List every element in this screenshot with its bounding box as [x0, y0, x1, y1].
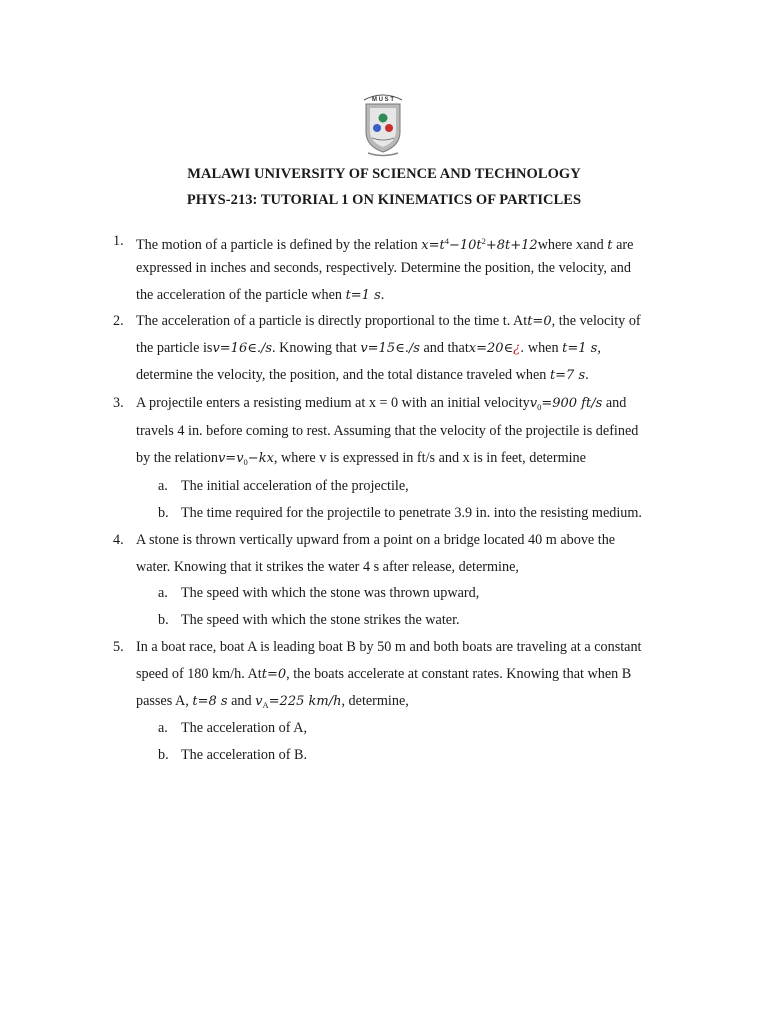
- svg-text:M U S T: M U S T: [372, 97, 394, 103]
- sub-question-marker: a.: [158, 720, 168, 736]
- sub-question-text: The acceleration of B.: [181, 747, 308, 763]
- sub-question-text: The time required for the projectile to penetrate 3.9 in. into the resisting medium.: [181, 505, 642, 521]
- sub-question-marker: b.: [158, 747, 169, 763]
- question-number: 4.: [113, 532, 124, 548]
- question-2-line-1: The acceleration of a particle is directly proportional to the time t. Att=0, the velocity of: [136, 313, 641, 329]
- question-number: 5.: [113, 639, 124, 655]
- question-number: 1.: [113, 233, 124, 249]
- university-crest-logo: [358, 90, 408, 160]
- sub-question-text: The initial acceleration of the projectile,: [181, 478, 409, 494]
- question-1-line-3: the acceleration of the particle when t=1 s.: [136, 287, 385, 303]
- question-3-line-3: by the $relationv=v_0-kx$, where v is expressed in ft/s and x is in feet, determine: [136, 450, 586, 467]
- sub-question-text: The speed with which the stone was thrown upward,: [181, 585, 480, 601]
- sub-question-marker: a.: [158, 585, 168, 601]
- university-title: MALAWI UNIVERSITY OF SCIENCE AND TECHNOLOGY: [187, 166, 581, 182]
- question-3-line-1: A projectile enters a resisting medium at x = 0 with an initial velocityv$_0$=900 ft/s and: [136, 395, 627, 412]
- question-1-line-1: The motion of a particle is defined by the relation $x=t^4-10t^2+8t+12where$ xand t are: [136, 236, 634, 253]
- sub-question-marker: b.: [158, 505, 169, 521]
- sub-question-text: The acceleration of A,: [181, 720, 308, 736]
- question-number: 3.: [113, 395, 124, 411]
- question-5-line-2: speed of 180 km/h. Att=0, the boats accelerate at constant rates. Knowing that when B: [136, 666, 632, 682]
- sub-question-marker: b.: [158, 612, 169, 628]
- question-4-line-2: water. Knowing that it strikes the water 4 s after release, determine,: [136, 559, 519, 575]
- question-2-line-3: determine the velocity, the position, and the total distance traveled when t=7 s.: [136, 367, 589, 383]
- question-number: 2.: [113, 313, 124, 329]
- sub-question-marker: a.: [158, 478, 168, 494]
- question-2-line-2: the particle isv=16∈./s. Knowing that v=15∈./s and thatx=20∈¿. when t=1 s,: [136, 340, 601, 356]
- question-5-line-1: In a boat race, boat A is leading boat B by 50 m and both boats are traveling at a constant: [136, 639, 642, 655]
- sub-question-text: The speed with which the stone strikes the water.: [181, 612, 460, 628]
- question-4-line-1: A stone is thrown vertically upward from a point on a bridge located 40 m above the: [136, 532, 616, 548]
- tutorial-title: PHYS-213: TUTORIAL 1 ON KINEMATICS OF PARTICLES: [186, 192, 582, 208]
- question-5-line-3: passes A, t=8 s and $v_A=225$ km/h, determine,: [136, 693, 409, 710]
- question-1-line-2: expressed in inches and seconds, respectively. Determine the position, the velocity, and: [136, 260, 631, 276]
- question-3-line-2: travels 4 in. before coming to rest. Assuming that the velocity of the projectile is defined: [136, 423, 639, 439]
